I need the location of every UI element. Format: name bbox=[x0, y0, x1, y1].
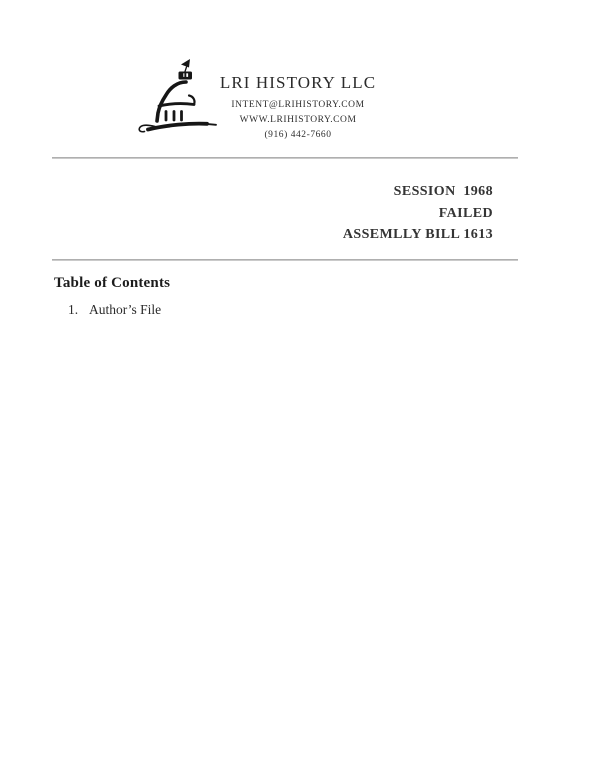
toc-list bbox=[68, 302, 161, 318]
company-email: INTENT@LRIHISTORY.COM bbox=[231, 100, 365, 110]
toc-item bbox=[68, 302, 161, 318]
company-website: WWW.LRIHISTORY.COM bbox=[239, 115, 357, 125]
session-line: SESSION 1968 bbox=[393, 184, 493, 199]
company-phone: (916) 442-7660 bbox=[264, 130, 332, 140]
divider-top bbox=[52, 157, 518, 159]
letterhead bbox=[173, 73, 423, 143]
status-line: FAILED bbox=[438, 205, 493, 221]
divider-bottom bbox=[52, 259, 518, 261]
toc-item-label: Author’s File bbox=[89, 302, 162, 317]
toc-title: Table of Contents bbox=[54, 275, 171, 291]
bill-line: ASSEMLLY BILL 1613 bbox=[342, 227, 493, 242]
company-name: LRI HISTORY LLC bbox=[219, 73, 377, 92]
case-info-block bbox=[343, 181, 493, 246]
toc-item-number: 1. bbox=[68, 302, 79, 317]
